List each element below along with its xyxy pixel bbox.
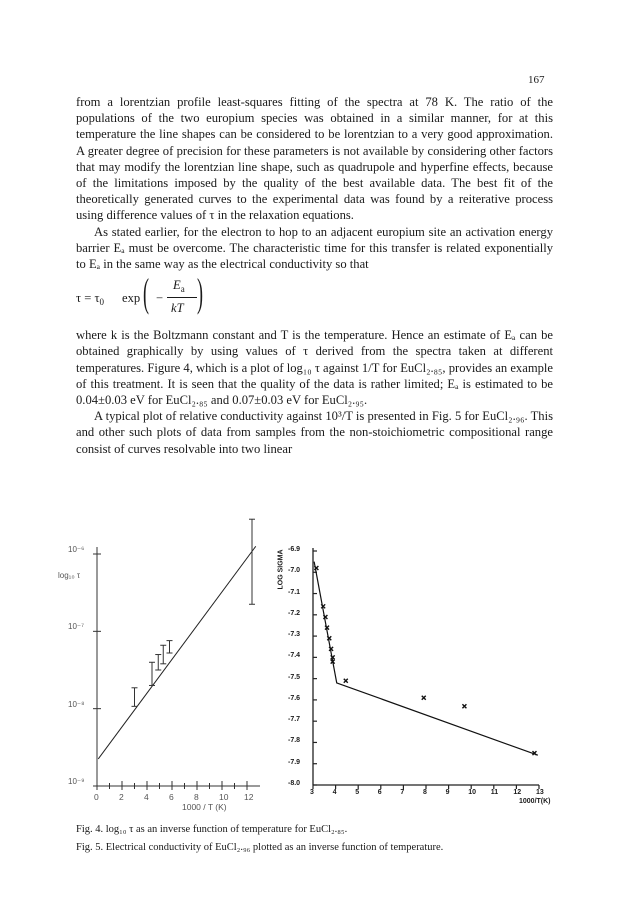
paragraph-1: from a lorentzian profile least-squares fitting of the spectra at 78 K. The ratio of the populations of the two europium species was obtained in a similar manner, for at this temperature the line shapes can be considered to be lorentzian to a very good approximation. A greater degree of precision for these parameters is not available by considering other factors that may modify the lorentzian line shape, such as quadrupole and hyperfine effects, because of the limitations imposed by the quality of the best available data. The best fit of the theoretically generated curves to the experimental data was found by a reiterative process using difference values of τ in the relaxation equations. [76,95,553,223]
figure-5-plot [275,540,565,810]
equation-exp: exp [122,291,141,306]
figure-5-y-tick-label: -7.4 [288,652,301,660]
figure-5-x-tick-label: 4 [332,789,337,796]
figure-5-y-tick-label: -6.9 [288,546,301,553]
figure-4-y-tick-label: 10⁻⁸ [68,699,85,709]
figure-4-x-tick-label: 8 [194,792,199,802]
figure-5-x-label: 1000/T(K) [519,798,551,805]
figure-5-x-tick-label: 9 [445,789,450,796]
figure-5-x-tick-label: 10 [468,789,476,796]
page-number: 167 [528,74,545,86]
figure-4-y-label: log₁₀ τ [58,571,81,580]
figure-5-data-point [422,696,426,700]
figure-5-y-label: LOG SIGMA [277,549,285,590]
figure-4-x-tick-label: 12 [244,792,254,802]
equation-tau: $\tau = \tau_0$ exp ( − $E_a$ kT ) [76,270,203,316]
figure-4-x-tick-label: 4 [144,792,149,802]
equation-minus: − [156,291,164,306]
figure-5-y-tick-label: -7.0 [288,567,301,575]
equation-denominator: kT [171,301,184,316]
figure-5-data-point [344,679,348,683]
figure-5-x-tick-label: 12 [513,789,522,796]
figure-4-plot [60,540,270,810]
figure-4-caption: Fig. 4. log₁₀ τ as an inverse function of temperature for EuCl₂.₈₅. [76,824,348,835]
figure-5-x-tick-label: 7 [400,789,405,796]
figure-5-y-tick-label: -7.3 [288,631,301,639]
figure-5-x-tick-label: 8 [423,789,427,796]
figure-5-y-tick-label: -7.1 [288,588,301,596]
figure-4-y-tick-label: 10⁻⁶ [68,545,85,554]
figure-5-y-tick-label: -7.5 [288,673,301,681]
equation-lhs-sub: 0 [99,297,105,308]
figure-4-x-tick-label: 2 [119,792,124,802]
figure-5-y-tick-label: -8.0 [288,780,301,787]
figure-5-x-tick-label: 11 [490,789,499,796]
equation-numerator: E [173,278,181,293]
figure-5-x-tick-label: 5 [355,789,360,796]
paragraph-4: A typical plot of relative conductivity against 10³/T is presented in Fig. 5 for EuCl₂.₉₆. This and other such plots of data from samples from the non-stoichiometric compositional range consist of curves resolvable into two linear [76,409,553,456]
figure-5-caption: Fig. 5. Electrical conductivity of EuCl₂.₉₆ plotted as an inverse function of temperature. [76,842,444,853]
paragraph-3: where k is the Boltzmann constant and T is the temperature. Hence an estimate of Eₐ can be obtained graphically by using values of τ derived from the spectra taken at different temperatures. Figure 4, which is a plot of log₁₀ τ against 1/T for EuCl₂.₈₅, provides an example of this treatment. It is seen that the quality of the data is rather limited; Eₐ is estimated to be 0.04±0.03 eV for EuCl₂.₈₅ and 0.07±0.03 eV for EuCl₂.₉₅. [76,328,553,408]
figure-4-y-tick-label: 10⁻⁷ [68,622,85,632]
figure-4-x-tick-label: 0 [94,792,99,802]
equation-numerator-sub: a [180,284,185,295]
figure-4-x-tick-label: 10 [219,792,229,802]
figure-4-y-tick-label: 10⁻⁹ [68,777,85,786]
figure-5-x-tick-label: 13 [536,789,544,796]
figure-5-y-tick-label: -7.8 [288,737,301,745]
figure-5-y-tick-label: -7.7 [288,716,301,724]
figure-4 [60,540,270,810]
figure-5-y-tick-label: -7.9 [288,758,301,766]
figure-4-x-tick-label: 6 [169,792,174,802]
figure-5-y-tick-label: -7.6 [288,694,301,702]
figure-5-x-tick-label: 3 [310,789,314,796]
equation-lhs: τ = τ [76,291,100,306]
paragraph-2: As stated earlier, for the electron to hop to an adjacent europium site an activation energy barrier Eₐ must be overcome. The characteristic time for this transfer is related exponentially to Eₐ in the same way as the electrical conductivity so that [76,224,553,272]
body-text [76,94,553,457]
figure-5-fit-line [314,562,538,756]
figure-5-y-tick-label: -7.2 [288,609,301,617]
figure-4-x-label: 1000 / T (K) [182,802,227,812]
figure-5-data-point [462,704,466,708]
figure-5-x-tick-label: 6 [377,789,382,796]
figure-5 [275,540,565,810]
figure-4-fit-line [98,546,256,759]
